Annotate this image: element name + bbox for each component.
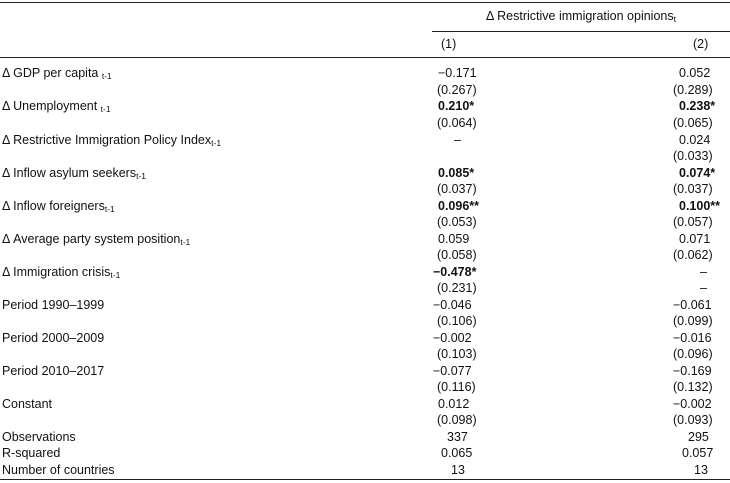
countries-2: 13 xyxy=(694,463,708,477)
coef-period-2010-1: −0.077 xyxy=(433,364,472,378)
coef-policy-index-1: – xyxy=(454,133,461,147)
dependent-variable-label: Δ Restrictive immigration opinions xyxy=(486,9,674,23)
observations-1: 337 xyxy=(447,430,468,444)
coef-period-2010-2: −0.169 xyxy=(673,364,712,378)
se-unemployment-1: (0.064) xyxy=(437,116,477,130)
row-label-asylum-seekers: Δ Inflow asylum seekers$_{t-1}$ xyxy=(2,166,147,181)
coef-unemployment-2: 0.238* xyxy=(679,99,716,113)
coef-foreigners-1: 0.096** xyxy=(438,199,480,213)
r-squared-2: 0.057 xyxy=(682,446,714,460)
se-constant-2: (0.093) xyxy=(673,413,713,427)
observations-2: 295 xyxy=(688,430,709,444)
coef-period-2000-2: −0.016 xyxy=(673,331,712,345)
se-constant-1: (0.098) xyxy=(437,413,477,427)
se-party-system-1: (0.058) xyxy=(437,248,477,262)
se-immigration-crisis-2: – xyxy=(700,281,707,295)
column-header-2: (2) xyxy=(693,37,709,51)
se-gdp-1: (0.267) xyxy=(437,83,477,97)
se-party-system-2: (0.062) xyxy=(673,248,713,262)
coef-party-system-1: 0.059 xyxy=(438,232,470,246)
row-label-unemployment: Δ Unemployment $_{t-1}$ xyxy=(2,99,111,114)
coef-gdp-2: 0.052 xyxy=(679,66,711,80)
coef-policy-index-2: 0.024 xyxy=(679,133,711,147)
row-label-immigration-crisis: Δ Immigration crisis$_{t-1}$ xyxy=(2,265,121,280)
row-label-r-squared: R-squared xyxy=(2,446,61,460)
se-period-1990-2: (0.099) xyxy=(673,314,713,328)
coef-period-2000-1: −0.002 xyxy=(433,331,472,345)
se-foreigners-2: (0.057) xyxy=(673,215,713,229)
coef-constant-1: 0.012 xyxy=(438,397,470,411)
se-gdp-2: (0.289) xyxy=(673,83,713,97)
coef-period-1990-1: −0.046 xyxy=(433,298,472,312)
row-label-period-1990: Period 1990–1999 xyxy=(2,298,105,312)
dependent-variable-header xyxy=(432,9,730,24)
se-unemployment-2: (0.065) xyxy=(673,116,713,130)
coef-party-system-2: 0.071 xyxy=(679,232,711,246)
se-period-2010-1: (0.116) xyxy=(437,380,476,394)
coef-gdp-1: −0.171 xyxy=(438,66,477,80)
se-policy-index-2: (0.033) xyxy=(673,149,713,163)
row-label-countries: Number of countries xyxy=(2,463,115,477)
se-period-1990-1: (0.106) xyxy=(437,314,477,328)
se-immigration-crisis-1: (0.231) xyxy=(437,281,477,295)
group-header-rule xyxy=(432,31,730,32)
se-period-2000-1: (0.103) xyxy=(437,347,477,361)
column-header-1: (1) xyxy=(441,37,457,51)
row-label-foreigners: Δ Inflow foreigners$_{t-1}$ xyxy=(2,199,115,214)
r-squared-1: 0.065 xyxy=(441,446,473,460)
coef-constant-2: −0.002 xyxy=(673,397,712,411)
bottom-rule xyxy=(0,479,730,480)
row-label-constant: Constant xyxy=(2,397,53,411)
row-label-party-system: Δ Average party system position$_{t-1}$ xyxy=(2,232,191,247)
row-label-period-2010: Period 2010–2017 xyxy=(2,364,105,378)
coef-immigration-crisis-2: – xyxy=(700,265,707,279)
row-label-period-2000: Period 2000–2009 xyxy=(2,331,105,345)
top-rule xyxy=(0,2,730,3)
se-asylum-seekers-1: (0.037) xyxy=(437,182,477,196)
coef-asylum-seekers-2: 0.074* xyxy=(679,166,716,180)
row-label-policy-index: Δ Restrictive Immigration Policy Index$_{t-1}$ xyxy=(2,133,222,148)
header-bottom-rule xyxy=(0,57,730,58)
coef-immigration-crisis-1: −0.478* xyxy=(433,265,477,279)
se-period-2000-2: (0.096) xyxy=(673,347,713,361)
countries-1: 13 xyxy=(451,463,465,477)
se-period-2010-2: (0.132) xyxy=(673,380,713,394)
row-label-gdp: Δ GDP per capita $_{t-1}$ xyxy=(2,66,112,81)
coef-period-1990-2: −0.061 xyxy=(673,298,712,312)
coef-unemployment-1: 0.210* xyxy=(438,99,475,113)
coef-asylum-seekers-1: 0.085* xyxy=(438,166,475,180)
se-foreigners-1: (0.053) xyxy=(437,215,477,229)
coef-foreigners-2: 0.100** xyxy=(679,199,721,213)
dependent-variable-subscript: t xyxy=(673,14,676,24)
row-label-observations: Observations xyxy=(2,430,76,444)
se-asylum-seekers-2: (0.037) xyxy=(673,182,713,196)
